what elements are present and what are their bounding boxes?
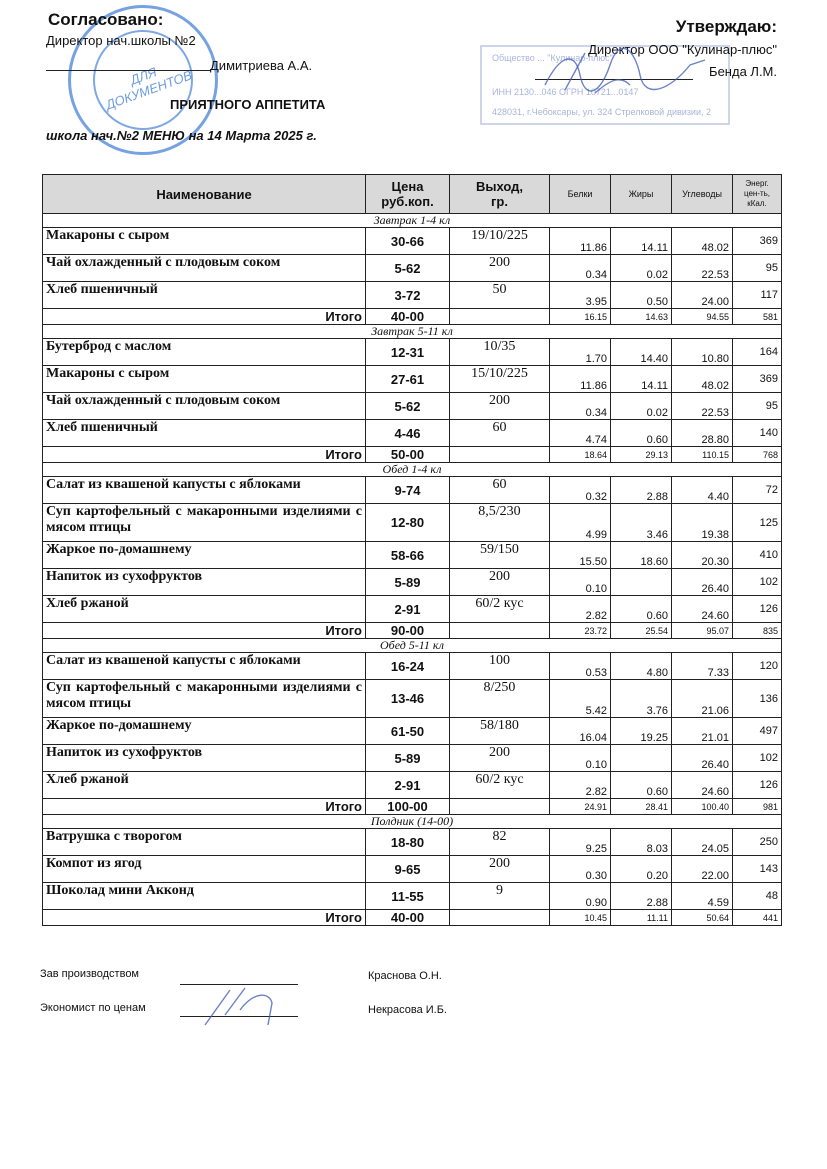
dish-output: 59/150 bbox=[450, 542, 550, 569]
dish-price: 4-46 bbox=[366, 420, 450, 447]
total-fat: 11.11 bbox=[611, 910, 672, 926]
col-carbs-header: Углеводы bbox=[672, 175, 733, 214]
section-title: Обед 1-4 кл bbox=[43, 463, 782, 477]
dish-output: 60 bbox=[450, 477, 550, 504]
dish-name: Чай охлажденный с плодовым соком bbox=[43, 393, 366, 420]
dish-output: 8/250 bbox=[450, 680, 550, 718]
dish-price: 11-55 bbox=[366, 883, 450, 910]
dish-output: 10/35 bbox=[450, 339, 550, 366]
total-output bbox=[450, 623, 550, 639]
dish-price: 58-66 bbox=[366, 542, 450, 569]
page-subtitle: школа нач.№2 МЕНЮ на 14 Марта 2025 г. bbox=[46, 128, 317, 143]
table-row bbox=[43, 745, 782, 772]
dish-kcal: 72 bbox=[733, 477, 782, 504]
total-label: Итого bbox=[43, 447, 366, 463]
dish-kcal: 497 bbox=[733, 718, 782, 745]
dish-name: Жаркое по-домашнему bbox=[43, 718, 366, 745]
dish-output: 50 bbox=[450, 282, 550, 309]
dish-carbs: 20.30 bbox=[672, 542, 733, 569]
dish-output: 19/10/225 bbox=[450, 228, 550, 255]
total-label: Итого bbox=[43, 799, 366, 815]
dish-output: 8,5/230 bbox=[450, 504, 550, 542]
dish-protein: 0.34 bbox=[550, 255, 611, 282]
dish-carbs: 48.02 bbox=[672, 228, 733, 255]
dish-fat: 14.40 bbox=[611, 339, 672, 366]
dish-fat: 0.02 bbox=[611, 393, 672, 420]
dish-carbs: 28.80 bbox=[672, 420, 733, 447]
total-price: 40-00 bbox=[366, 309, 450, 325]
table-row bbox=[43, 477, 782, 504]
dish-fat: 14.11 bbox=[611, 228, 672, 255]
dish-kcal: 117 bbox=[733, 282, 782, 309]
dish-carbs: 24.05 bbox=[672, 829, 733, 856]
dish-kcal: 143 bbox=[733, 856, 782, 883]
total-row bbox=[43, 447, 782, 463]
total-kcal: 981 bbox=[733, 799, 782, 815]
dish-protein: 4.74 bbox=[550, 420, 611, 447]
total-row bbox=[43, 623, 782, 639]
dish-price: 5-62 bbox=[366, 393, 450, 420]
dish-kcal: 120 bbox=[733, 653, 782, 680]
company-stamp-line2: ИНН 2130...046 ОГРН 10721...0147 bbox=[492, 87, 639, 97]
section-title: Полдник (14-00) bbox=[43, 815, 782, 829]
dish-carbs: 21.01 bbox=[672, 718, 733, 745]
dish-protein: 1.70 bbox=[550, 339, 611, 366]
dish-carbs: 24.00 bbox=[672, 282, 733, 309]
total-kcal: 835 bbox=[733, 623, 782, 639]
total-kcal: 581 bbox=[733, 309, 782, 325]
total-protein: 18.64 bbox=[550, 447, 611, 463]
total-price: 100-00 bbox=[366, 799, 450, 815]
table-row bbox=[43, 504, 782, 542]
dish-name: Жаркое по-домашнему bbox=[43, 542, 366, 569]
total-fat: 25.54 bbox=[611, 623, 672, 639]
total-label: Итого bbox=[43, 309, 366, 325]
dish-protein: 11.86 bbox=[550, 366, 611, 393]
dish-price: 16-24 bbox=[366, 653, 450, 680]
dish-carbs: 10.80 bbox=[672, 339, 733, 366]
dish-carbs: 4.59 bbox=[672, 883, 733, 910]
dish-price: 3-72 bbox=[366, 282, 450, 309]
dish-output: 58/180 bbox=[450, 718, 550, 745]
total-output bbox=[450, 447, 550, 463]
economist-name: Некрасова И.Б. bbox=[368, 1004, 447, 1016]
dish-kcal: 250 bbox=[733, 829, 782, 856]
dish-kcal: 48 bbox=[733, 883, 782, 910]
production-label: Зав производством bbox=[40, 968, 139, 980]
total-protein: 10.45 bbox=[550, 910, 611, 926]
dish-price: 5-62 bbox=[366, 255, 450, 282]
dish-name: Чай охлажденный с плодовым соком bbox=[43, 255, 366, 282]
total-protein: 24.91 bbox=[550, 799, 611, 815]
dish-price: 2-91 bbox=[366, 596, 450, 623]
company-stamp-line1: Общество ... "Кулинар-плюс" bbox=[492, 53, 613, 63]
dish-output: 200 bbox=[450, 745, 550, 772]
dish-price: 5-89 bbox=[366, 745, 450, 772]
dish-fat: 0.50 bbox=[611, 282, 672, 309]
dish-output: 15/10/225 bbox=[450, 366, 550, 393]
table-row bbox=[43, 596, 782, 623]
dish-protein: 0.10 bbox=[550, 569, 611, 596]
dish-fat: 4.80 bbox=[611, 653, 672, 680]
dish-fat: 2.88 bbox=[611, 883, 672, 910]
dish-output: 200 bbox=[450, 393, 550, 420]
production-name: Краснова О.Н. bbox=[368, 970, 442, 982]
section-header-row bbox=[43, 214, 782, 228]
table-row bbox=[43, 856, 782, 883]
dish-name: Хлеб ржаной bbox=[43, 596, 366, 623]
dish-price: 13-46 bbox=[366, 680, 450, 718]
section-title: Завтрак 5-11 кл bbox=[43, 325, 782, 339]
dish-kcal: 102 bbox=[733, 569, 782, 596]
confirm-name: Бенда Л.М. bbox=[709, 64, 777, 79]
total-price: 50-00 bbox=[366, 447, 450, 463]
dish-name: Суп картофельный с макаронными изделиями с мясом птицы bbox=[43, 504, 366, 542]
approved-position: Директор нач.школы №2 bbox=[46, 33, 196, 48]
dish-fat: 0.02 bbox=[611, 255, 672, 282]
dish-carbs: 26.40 bbox=[672, 745, 733, 772]
dish-price: 2-91 bbox=[366, 772, 450, 799]
dish-protein: 3.95 bbox=[550, 282, 611, 309]
section-header-row bbox=[43, 815, 782, 829]
total-carbs: 95.07 bbox=[672, 623, 733, 639]
total-carbs: 110.15 bbox=[672, 447, 733, 463]
dish-name: Хлеб ржаной bbox=[43, 772, 366, 799]
confirm-position: Директор ООО "Кулинар-плюс" bbox=[588, 42, 777, 57]
dish-kcal: 140 bbox=[733, 420, 782, 447]
total-price: 40-00 bbox=[366, 910, 450, 926]
dish-protein: 0.30 bbox=[550, 856, 611, 883]
menu-table bbox=[42, 174, 782, 926]
dish-protein: 15.50 bbox=[550, 542, 611, 569]
dish-kcal: 95 bbox=[733, 393, 782, 420]
table-row bbox=[43, 542, 782, 569]
dish-fat: 0.60 bbox=[611, 772, 672, 799]
dish-price: 30-66 bbox=[366, 228, 450, 255]
total-protein: 16.15 bbox=[550, 309, 611, 325]
dish-name: Бутерброд с маслом bbox=[43, 339, 366, 366]
dish-carbs: 22.53 bbox=[672, 393, 733, 420]
dish-protein: 9.25 bbox=[550, 829, 611, 856]
total-fat: 14.63 bbox=[611, 309, 672, 325]
approved-label: Согласовано: bbox=[48, 10, 164, 29]
dish-kcal: 95 bbox=[733, 255, 782, 282]
dish-kcal: 126 bbox=[733, 596, 782, 623]
economist-label: Экономист по ценам bbox=[40, 1002, 146, 1014]
dish-fat bbox=[611, 745, 672, 772]
table-row bbox=[43, 772, 782, 799]
dish-output: 9 bbox=[450, 883, 550, 910]
dish-kcal: 102 bbox=[733, 745, 782, 772]
dish-name: Компот из ягод bbox=[43, 856, 366, 883]
dish-protein: 5.42 bbox=[550, 680, 611, 718]
dish-name: Ватрушка с творогом bbox=[43, 829, 366, 856]
dish-fat: 3.76 bbox=[611, 680, 672, 718]
dish-price: 18-80 bbox=[366, 829, 450, 856]
dish-carbs: 21.06 bbox=[672, 680, 733, 718]
dish-carbs: 4.40 bbox=[672, 477, 733, 504]
dish-name: Салат из квашеной капусты с яблоками bbox=[43, 477, 366, 504]
table-row bbox=[43, 393, 782, 420]
dish-protein: 2.82 bbox=[550, 772, 611, 799]
dish-price: 5-89 bbox=[366, 569, 450, 596]
total-row bbox=[43, 799, 782, 815]
table-row bbox=[43, 883, 782, 910]
total-output bbox=[450, 799, 550, 815]
dish-name: Макароны с сыром bbox=[43, 228, 366, 255]
table-row bbox=[43, 255, 782, 282]
dish-protein: 2.82 bbox=[550, 596, 611, 623]
dish-output: 60/2 кус bbox=[450, 772, 550, 799]
approved-name: Димитриева А.А. bbox=[210, 58, 313, 73]
dish-carbs: 26.40 bbox=[672, 569, 733, 596]
col-name-header: Наименование bbox=[43, 175, 366, 214]
total-output bbox=[450, 910, 550, 926]
dish-kcal: 125 bbox=[733, 504, 782, 542]
section-header-row bbox=[43, 639, 782, 653]
dish-carbs: 22.00 bbox=[672, 856, 733, 883]
total-fat: 28.41 bbox=[611, 799, 672, 815]
section-header-row bbox=[43, 325, 782, 339]
dish-name: Шоколад мини Акконд bbox=[43, 883, 366, 910]
total-fat: 29.13 bbox=[611, 447, 672, 463]
total-kcal: 768 bbox=[733, 447, 782, 463]
confirm-label: Утверждаю: bbox=[675, 17, 777, 36]
dish-carbs: 48.02 bbox=[672, 366, 733, 393]
table-row bbox=[43, 569, 782, 596]
table-row bbox=[43, 366, 782, 393]
dish-protein: 16.04 bbox=[550, 718, 611, 745]
dish-protein: 4.99 bbox=[550, 504, 611, 542]
dish-fat: 0.60 bbox=[611, 596, 672, 623]
dish-output: 60 bbox=[450, 420, 550, 447]
dish-kcal: 136 bbox=[733, 680, 782, 718]
dish-output: 100 bbox=[450, 653, 550, 680]
approved-signature-line bbox=[46, 70, 211, 71]
col-fat-header: Жиры bbox=[611, 175, 672, 214]
dish-output: 200 bbox=[450, 255, 550, 282]
total-kcal: 441 bbox=[733, 910, 782, 926]
dish-kcal: 369 bbox=[733, 228, 782, 255]
dish-output: 60/2 кус bbox=[450, 596, 550, 623]
dish-price: 9-65 bbox=[366, 856, 450, 883]
dish-kcal: 410 bbox=[733, 542, 782, 569]
col-energy-header: Энерг. цен-ть, кКал. bbox=[733, 175, 782, 214]
total-price: 90-00 bbox=[366, 623, 450, 639]
dish-name: Хлеб пшеничный bbox=[43, 420, 366, 447]
table-row bbox=[43, 718, 782, 745]
dish-output: 200 bbox=[450, 569, 550, 596]
dish-price: 12-80 bbox=[366, 504, 450, 542]
dish-output: 82 bbox=[450, 829, 550, 856]
dish-protein: 0.53 bbox=[550, 653, 611, 680]
section-header-row bbox=[43, 463, 782, 477]
total-carbs: 94.55 bbox=[672, 309, 733, 325]
dish-carbs: 7.33 bbox=[672, 653, 733, 680]
col-protein-header: Белки bbox=[550, 175, 611, 214]
dish-fat: 8.03 bbox=[611, 829, 672, 856]
dish-protein: 0.34 bbox=[550, 393, 611, 420]
section-title: Завтрак 1-4 кл bbox=[43, 214, 782, 228]
dish-price: 12-31 bbox=[366, 339, 450, 366]
total-row bbox=[43, 910, 782, 926]
dish-fat: 2.88 bbox=[611, 477, 672, 504]
total-carbs: 50.64 bbox=[672, 910, 733, 926]
dish-protein: 11.86 bbox=[550, 228, 611, 255]
table-row bbox=[43, 680, 782, 718]
dish-fat: 3.46 bbox=[611, 504, 672, 542]
economist-signature bbox=[200, 985, 290, 1030]
table-row bbox=[43, 420, 782, 447]
dish-name: Салат из квашеной капусты с яблоками bbox=[43, 653, 366, 680]
dish-name: Макароны с сыром bbox=[43, 366, 366, 393]
dish-carbs: 24.60 bbox=[672, 596, 733, 623]
col-price-header: Цена руб.коп. bbox=[366, 175, 450, 214]
dish-output: 200 bbox=[450, 856, 550, 883]
dish-fat: 18.60 bbox=[611, 542, 672, 569]
total-label: Итого bbox=[43, 623, 366, 639]
total-row bbox=[43, 309, 782, 325]
dish-carbs: 22.53 bbox=[672, 255, 733, 282]
total-label: Итого bbox=[43, 910, 366, 926]
dish-price: 27-61 bbox=[366, 366, 450, 393]
table-header-row bbox=[43, 175, 782, 214]
table-row bbox=[43, 228, 782, 255]
dish-carbs: 24.60 bbox=[672, 772, 733, 799]
section-title: Обед 5-11 кл bbox=[43, 639, 782, 653]
table-row bbox=[43, 282, 782, 309]
dish-fat bbox=[611, 569, 672, 596]
dish-fat: 0.20 bbox=[611, 856, 672, 883]
dish-name: Напиток из сухофруктов bbox=[43, 569, 366, 596]
col-output-header: Выход, гр. bbox=[450, 175, 550, 214]
dish-fat: 0.60 bbox=[611, 420, 672, 447]
total-carbs: 100.40 bbox=[672, 799, 733, 815]
dish-kcal: 164 bbox=[733, 339, 782, 366]
dish-protein: 0.90 bbox=[550, 883, 611, 910]
dish-name: Суп картофельный с макаронными изделиями с мясом птицы bbox=[43, 680, 366, 718]
table-row bbox=[43, 339, 782, 366]
school-stamp-text: ДЛЯ ДОКУМЕНТОВ bbox=[103, 64, 194, 113]
dish-protein: 0.10 bbox=[550, 745, 611, 772]
dish-name: Хлеб пшеничный bbox=[43, 282, 366, 309]
director-signature bbox=[540, 45, 710, 100]
table-row bbox=[43, 829, 782, 856]
company-stamp-line3: 428031, г.Чебоксары, ул. 324 Стрелковой дивизии, 2 bbox=[492, 107, 711, 117]
dish-name: Напиток из сухофруктов bbox=[43, 745, 366, 772]
dish-fat: 14.11 bbox=[611, 366, 672, 393]
dish-price: 9-74 bbox=[366, 477, 450, 504]
dish-kcal: 369 bbox=[733, 366, 782, 393]
total-output bbox=[450, 309, 550, 325]
total-protein: 23.72 bbox=[550, 623, 611, 639]
dish-protein: 0.32 bbox=[550, 477, 611, 504]
dish-kcal: 126 bbox=[733, 772, 782, 799]
dish-fat: 19.25 bbox=[611, 718, 672, 745]
page-title: ПРИЯТНОГО АППЕТИТА bbox=[170, 97, 326, 112]
table-row bbox=[43, 653, 782, 680]
dish-carbs: 19.38 bbox=[672, 504, 733, 542]
dish-price: 61-50 bbox=[366, 718, 450, 745]
